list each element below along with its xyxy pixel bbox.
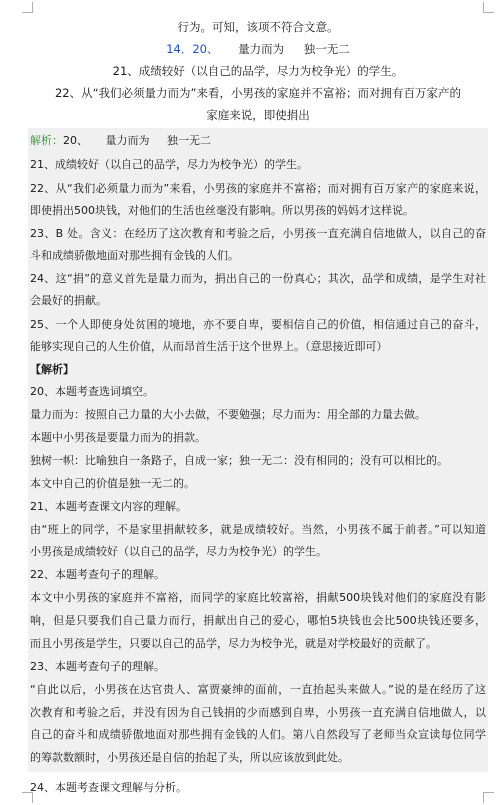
analysis-line-18: 由“班上的同学，不是家里捐献较多，就是成绩较好。当然，小男孩不属于前者。”可以知道 bbox=[30, 523, 486, 536]
analysis-line-7: 24、这“捐”的意义首先是量力而为，捐出自己的一份真心；其次，品学和成绩，是学生对社 bbox=[30, 272, 486, 285]
crop-mark-bottom-right bbox=[483, 792, 494, 803]
analysis-line-5: 23、B 处。含义：在经历了这次教育和考验之后，小男孩一直充满自信地做人，以自己的奋 bbox=[30, 227, 486, 240]
analysis-line-27: 自己的奋斗和成绩骄傲地面对那些拥有金钱的人们。第八自然段写了老师当众宣读每位同学 bbox=[30, 728, 486, 741]
question-number: 14．20、 bbox=[166, 42, 219, 56]
analysis-line-28: 的筹款数额时，小男孩还是自信的抬起了头，所以应该放到此处。 bbox=[30, 751, 349, 764]
analysis-line-4: 即使捐出500块钱，对他们的生活也丝毫没有影响。所以男孩的妈妈才这样说。 bbox=[30, 204, 414, 217]
analysis-label: 解析： bbox=[30, 134, 63, 147]
analysis-line-15: 独树一帜：比喻独自一条路子，自成一家；独一无二：没有相同的；没有可以相比的。 bbox=[30, 454, 448, 467]
answer-line-5: 家庭来说，即使捐出 bbox=[206, 108, 310, 122]
analysis-line-29: 24、本题考查课文理解与分析。 bbox=[30, 781, 187, 794]
analysis-line-17: 21、本题考查课文内容的理解。 bbox=[30, 500, 187, 513]
analysis-line-25: “自此以后，小男孩在达官贵人、富贾豪绅的面前，一直抬起头来做人。”说的是在经历了这 bbox=[30, 683, 486, 696]
answer-block bbox=[28, 16, 488, 126]
crop-mark-top-left bbox=[22, 2, 33, 13]
analysis-panel bbox=[28, 128, 488, 772]
answer-line-3: 21、成绩较好（以自己的品学，尽力为校争光）的学生。 bbox=[112, 64, 404, 78]
analysis-line-10: 能够实现自己的人生价值，从而昂首生活于这个世界上。（意思接近即可） bbox=[30, 340, 388, 353]
analysis-line-22: 响，但是只要我们自己量力而行，捐献出自己的爱心，哪怕5块钱也会比500块钱还要多， bbox=[30, 614, 486, 627]
analysis-line-19: 小男孩是成绩较好（以自己的品学，尽力为校争光）的学生。 bbox=[30, 545, 327, 558]
analysis-line-16: 本文中自己的价值是独一无二的。 bbox=[30, 477, 195, 490]
analysis-heading: 【解析】 bbox=[30, 363, 74, 376]
analysis-line-12: 20、本题考查选词填空。 bbox=[30, 385, 154, 398]
analysis-line-14: 本题中小男孩是要量力而为的捐款。 bbox=[30, 431, 206, 444]
answer-line-4: 22、从“我们必须量力而为”来看，小男孩的家庭并不富裕；而对拥有百万家产的 bbox=[54, 86, 462, 100]
answer-word-b: 独一无二 bbox=[303, 42, 350, 56]
analysis-line-8: 会最好的捐献。 bbox=[30, 294, 107, 307]
analysis-line-24: 23、本题考查句子的理解。 bbox=[30, 660, 165, 673]
analysis-line-20: 22、本题考查句子的理解。 bbox=[30, 568, 165, 581]
analysis-line-21: 本文中小男孩的家庭并不富裕，而同学的家庭比较富裕，捐献500块钱对他们的家庭没有影 bbox=[30, 591, 486, 604]
answer-line-1: 行为。可知，该项不符合文意。 bbox=[177, 20, 339, 34]
analysis-line-13: 量力而为：按照自己力量的大小去做，不要勉强；尽力而为：用全部的力量去做。 bbox=[30, 408, 426, 421]
analysis-line-23: 而且小男孩是学生，只要以自己的品学，尽力为校争光，就是对学校最好的贡献了。 bbox=[30, 637, 437, 650]
analysis-line-2: 21、成绩较好（以自己的品学，尽力为校争光）的学生。 bbox=[30, 158, 308, 171]
answer-word-a: 量力而为 bbox=[238, 42, 285, 56]
analysis-line-3: 22、从“我们必须量力而为”来看，小男孩的家庭并不富裕；而对拥有百万家产的家庭来说， bbox=[30, 182, 486, 195]
crop-mark-top-right bbox=[483, 2, 494, 13]
analysis-line-6: 斗和成绩骄傲地面对那些拥有金钱的人们。 bbox=[30, 249, 239, 262]
answer-line-2 bbox=[28, 38, 488, 60]
analysis-line-1: 解析：20、 量力而为 独一无二 bbox=[30, 134, 211, 147]
analysis-line-26: 次教育和考验之后，并没有因为自己钱捐的少而感到自卑，小男孩一直充满自信地做人，以 bbox=[30, 706, 486, 719]
analysis-line-9: 25、一个人即使身处贫困的境地，亦不要自卑，要相信自己的价值，相信通过自己的奋斗， bbox=[30, 318, 486, 331]
